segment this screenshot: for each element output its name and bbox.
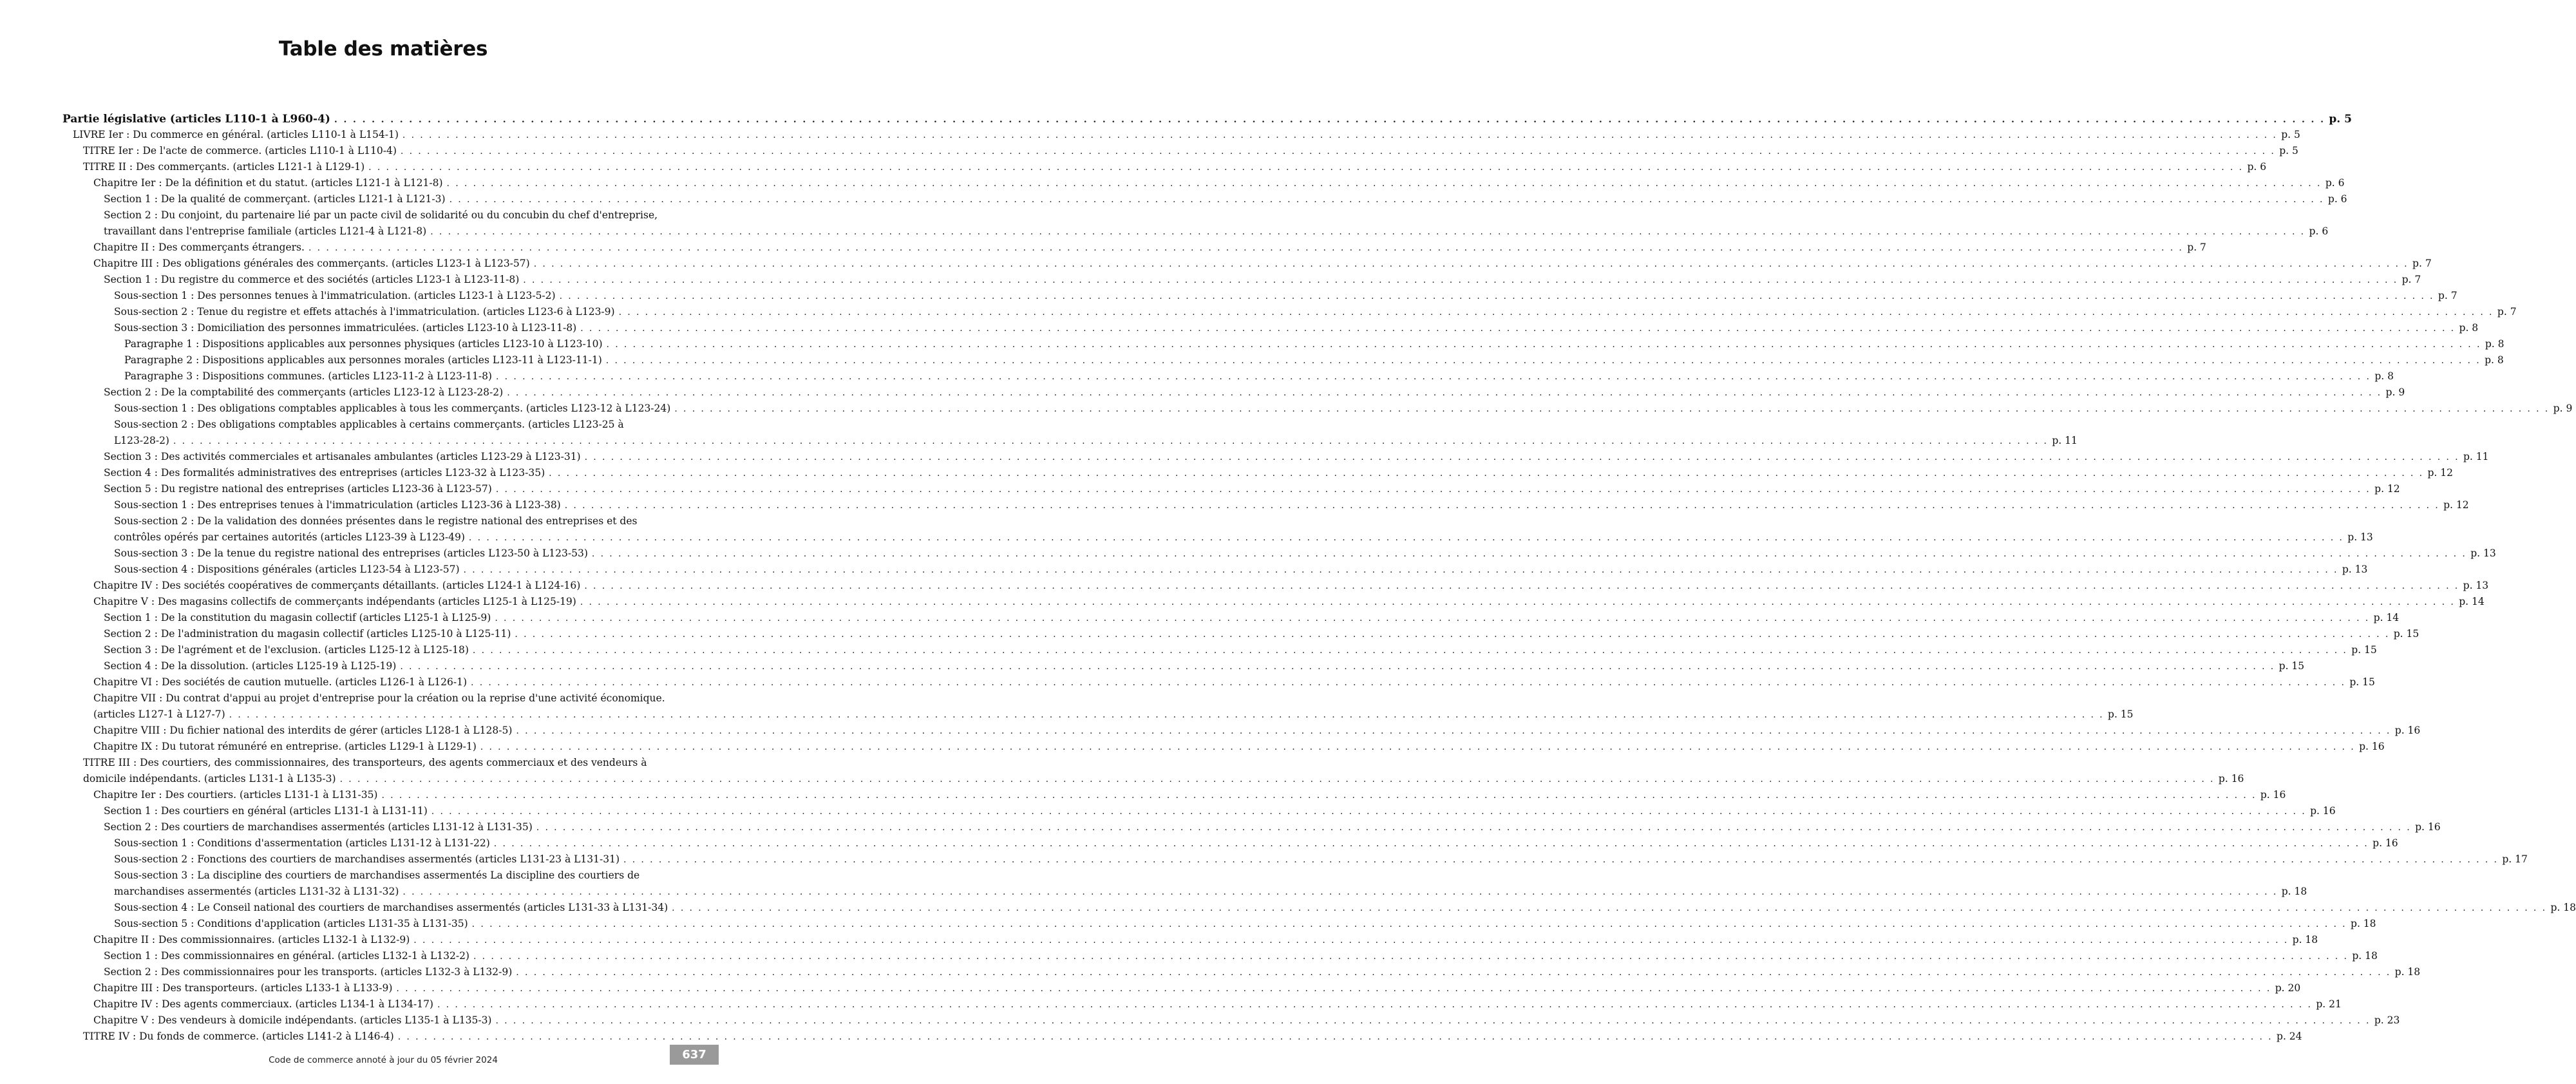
dot-leader xyxy=(619,305,2494,321)
dot-leader xyxy=(400,659,2275,675)
toc-entry-page: p. 6 xyxy=(2247,161,2267,173)
toc-entry[interactable] xyxy=(0,835,2398,851)
toc-entry[interactable] xyxy=(0,320,2479,336)
dot-leader xyxy=(584,578,2459,594)
toc-entry-page: p. 13 xyxy=(2463,580,2489,591)
dot-leader xyxy=(401,144,2275,160)
toc-entry[interactable] xyxy=(0,594,2485,610)
dot-leader xyxy=(507,385,2382,401)
toc-entry[interactable] xyxy=(0,868,2307,900)
dot-leader xyxy=(471,675,2345,691)
toc-entry[interactable] xyxy=(0,546,2496,562)
toc-entry-page: p. 11 xyxy=(2052,435,2078,446)
toc-entry[interactable] xyxy=(0,755,2244,787)
toc-entry-page: p. 23 xyxy=(2374,1014,2400,1026)
toc-entry[interactable] xyxy=(0,207,2329,240)
toc-entry-text: Section 4 : Des formalités administratives des entreprises (articles L123-32 à L123-35) xyxy=(104,467,545,479)
toc-entry-text: Chapitre Ier : Des courtiers. (articles L131-1 à L131-35) xyxy=(93,789,378,801)
toc-entry-text-continuation: L123-28-2) xyxy=(114,435,169,446)
toc-entry-text: Sous-section 4 : Dispositions générales (articles L123-54 à L123-57) xyxy=(114,564,460,575)
toc-entry-page: p. 9 xyxy=(2553,403,2573,414)
toc-entry-page: p. 13 xyxy=(2470,547,2496,559)
toc-entry-page: p. 12 xyxy=(2443,499,2469,511)
dot-leader xyxy=(447,176,2322,192)
toc-entry-text: Paragraphe 3 : Dispositions communes. (articles L123-11-2 à L123-11-8) xyxy=(124,370,492,382)
toc-entry-text: Sous-section 5 : Conditions d'application (articles L131-35 à L131-35) xyxy=(114,918,468,929)
toc-entry-page: p. 18 xyxy=(2550,902,2576,913)
toc-entry-text: Chapitre Ier : De la définition et du statut. (articles L121-1 à L121-8) xyxy=(93,177,443,189)
toc-entry-text: Section 2 : Du conjoint, du partenaire lié par un pacte civil de solidarité ou du concubin du chef d'entreprise, xyxy=(104,209,658,221)
toc-entry-page: p. 16 xyxy=(2415,821,2441,833)
toc-entry-text-continuation: domicile indépendants. (articles L131-1 à L135-3) xyxy=(83,773,336,784)
toc-entry-text: TITRE Ier : De l'acte de commerce. (articles L110-1 à L110-4) xyxy=(83,145,397,157)
dot-leader xyxy=(472,917,2347,933)
toc-entry-text: Sous-section 2 : Fonctions des courtiers de marchandises assermentés (articles L131-23 à L131-31) xyxy=(114,853,620,865)
toc-entry-page: p. 14 xyxy=(2373,612,2400,623)
toc-entry-text: Sous-section 3 : De la tenue du registre national des entreprises (articles L123-50 à L123-53) xyxy=(114,547,588,559)
toc-entry-text: LIVRE Ier : Du commerce en général. (articles L110-1 à L154-1) xyxy=(73,129,399,140)
toc-entry-text: TITRE IV : Du fonds de commerce. (articles L141-2 à L146-4) xyxy=(83,1031,394,1042)
toc-entry-page: p. 18 xyxy=(2281,886,2307,897)
toc-entry[interactable] xyxy=(0,304,2517,320)
toc-entry[interactable] xyxy=(0,449,2489,465)
toc-entry-page: p. 13 xyxy=(2347,531,2373,543)
toc-entry-page: p. 7 xyxy=(2412,258,2432,269)
dot-leader xyxy=(473,643,2347,659)
dot-leader xyxy=(469,530,2344,546)
toc-entry[interactable] xyxy=(0,288,2458,304)
toc-entry-text: Sous-section 4 : Le Conseil national des courtiers de marchandises assermentés (articles L131-33 à L131-34) xyxy=(114,902,668,913)
toc-entry-text: Sous-section 1 : Conditions d'assermentation (articles L131-12 à L131-22) xyxy=(114,837,490,849)
toc-entry[interactable] xyxy=(0,658,2305,674)
dot-leader xyxy=(607,337,2481,353)
toc-entry-page: p. 12 xyxy=(2427,467,2453,479)
dot-leader xyxy=(334,111,2325,129)
toc-entry-page: p. 15 xyxy=(2278,660,2305,672)
toc-entry-page: p. 13 xyxy=(2342,564,2368,575)
toc-entry-page: p. 21 xyxy=(2316,998,2342,1010)
toc-entry-page: p. 7 xyxy=(2497,306,2517,318)
toc-entry[interactable] xyxy=(0,159,2267,175)
toc-entry-page: p. 16 xyxy=(2260,789,2286,801)
toc-entry[interactable] xyxy=(0,401,2573,417)
toc-entry[interactable] xyxy=(0,110,2352,128)
dot-leader xyxy=(495,1013,2370,1029)
toc-entry[interactable] xyxy=(0,996,2342,1013)
toc-entry[interactable] xyxy=(0,932,2318,948)
toc-entry-text: Chapitre IX : Du tutorat rémunéré en entreprise. (articles L129-1 à L129-1) xyxy=(93,741,477,752)
toc-entry-text: Paragraphe 1 : Dispositions applicables aux personnes physiques (articles L123-10 à L123-10) xyxy=(124,338,603,350)
toc-entry-text: Section 1 : De la qualité de commerçant. (articles L121-1 à L121-3) xyxy=(104,193,446,205)
toc-entry[interactable] xyxy=(0,723,2421,739)
dot-leader xyxy=(523,272,2398,289)
toc-entry-text: Sous-section 1 : Des personnes tenues à l'immatriculation. (articles L123-1 à L123-5-2) xyxy=(114,290,556,301)
toc-entry-page: p. 15 xyxy=(2393,628,2420,640)
toc-entry-text: Sous-section 2 : De la validation des données présentes dans le registre national des entreprises et des xyxy=(114,515,638,527)
toc-entry[interactable] xyxy=(0,497,2469,513)
toc-entry-text: Chapitre VIII : Du fichier national des interdits de gérer (articles L128-1 à L128-5) xyxy=(93,725,513,736)
dot-leader xyxy=(464,562,2338,578)
dot-leader xyxy=(308,240,2183,256)
toc-entry-text-continuation: (articles L127-1 à L127-7) xyxy=(93,708,225,720)
dot-leader xyxy=(398,1029,2273,1045)
page-number-badge: 637 xyxy=(670,1045,719,1065)
toc-entry-page: p. 8 xyxy=(2374,370,2394,382)
toc-entry[interactable] xyxy=(0,964,2421,980)
toc-entry[interactable] xyxy=(0,1029,2302,1045)
toc-entry-text-continuation: marchandises assermentés (articles L131-32 à L131-32) xyxy=(114,886,399,897)
toc-entry-page: p. 15 xyxy=(2351,644,2377,656)
dot-leader xyxy=(515,627,2389,643)
toc-entry[interactable] xyxy=(0,143,2298,159)
toc-entry-text: Section 2 : De la comptabilité des commerçants (articles L123-12 à L123-28-2) xyxy=(104,386,504,398)
toc-entry-text: Section 1 : De la constitution du magasin collectif (articles L125-1 à L125-9) xyxy=(104,612,491,623)
toc-entry-text: Section 4 : De la dissolution. (articles L125-19 à L125-19) xyxy=(104,660,397,672)
dot-leader xyxy=(437,997,2312,1013)
dot-leader xyxy=(413,933,2288,949)
toc-entry-text-continuation: travaillant dans l'entreprise familiale (articles L121-4 à L121-8) xyxy=(104,225,427,237)
toc-entry[interactable] xyxy=(0,739,2385,755)
dot-leader xyxy=(516,965,2391,981)
toc-entry[interactable] xyxy=(0,175,2345,191)
toc-entry-text: Chapitre II : Des commerçants étrangers. xyxy=(93,242,305,253)
toc-entry-page: p. 16 xyxy=(2372,837,2398,849)
dot-leader xyxy=(623,852,2498,868)
toc-entry-text: Section 1 : Des courtiers en général (articles L131-1 à L131-11) xyxy=(104,805,428,817)
toc-entry-page: p. 12 xyxy=(2374,483,2400,495)
page-title: Table des matières xyxy=(278,37,488,61)
dot-leader xyxy=(495,611,2369,627)
dot-leader xyxy=(580,321,2455,337)
toc-entry-text: Section 3 : De l'agrément et de l'exclusion. (articles L125-12 à L125-18) xyxy=(104,644,469,656)
toc-entry-text: Paragraphe 2 : Dispositions applicables aux personnes morales (articles L123-11 à L123-11-1) xyxy=(124,354,602,366)
toc-entry-page: p. 15 xyxy=(2108,708,2134,720)
dot-leader xyxy=(229,707,2104,723)
toc-entry[interactable] xyxy=(0,787,2286,803)
toc-entry-text: Chapitre V : Des vendeurs à domicile indépendants. (articles L135-1 à L135-3) xyxy=(93,1014,492,1026)
toc-entry[interactable] xyxy=(0,980,2301,996)
toc-entry-page: p. 5 xyxy=(2279,145,2298,157)
toc-entry-page: p. 8 xyxy=(2485,354,2504,366)
toc-entry-text: Chapitre II : Des commissionnaires. (articles L132-1 à L132-9) xyxy=(93,934,410,946)
table-of-contents xyxy=(0,110,2576,1045)
toc-entry-page: p. 5 xyxy=(2281,129,2300,140)
dot-leader xyxy=(402,884,2277,900)
toc-entry-page: p. 6 xyxy=(2325,177,2345,189)
dot-leader xyxy=(585,450,2459,466)
toc-entry[interactable] xyxy=(0,240,2206,256)
toc-entry-page: p. 16 xyxy=(2359,741,2385,752)
toc-entry[interactable] xyxy=(0,465,2453,481)
toc-entry-text: Section 1 : Des commissionnaires en général. (articles L132-1 à L132-2) xyxy=(104,950,469,962)
toc-entry-page: p. 18 xyxy=(2394,966,2421,978)
toc-entry-page: p. 14 xyxy=(2459,596,2485,607)
toc-entry-page: p. 7 xyxy=(2187,242,2206,253)
toc-entry[interactable] xyxy=(0,562,2368,578)
dot-leader xyxy=(674,401,2549,417)
dot-leader xyxy=(480,739,2355,756)
toc-entry-text: Section 2 : De l'administration du magasin collectif (articles L125-10 à L125-11) xyxy=(104,628,511,640)
toc-entry[interactable] xyxy=(0,948,2378,964)
toc-entry[interactable] xyxy=(0,336,2505,352)
toc-entry[interactable] xyxy=(0,352,2504,368)
dot-leader xyxy=(402,128,2277,144)
toc-entry-page: p. 16 xyxy=(2218,773,2244,784)
dot-leader xyxy=(494,836,2369,852)
toc-entry-text: Chapitre IV : Des agents commerciaux. (articles L134-1 à L134-17) xyxy=(93,998,433,1010)
toc-entry-text: Sous-section 3 : La discipline des courtiers de marchandises assermentés La discipline des courtiers de xyxy=(114,870,640,881)
dot-leader xyxy=(430,224,2305,240)
toc-entry[interactable] xyxy=(0,368,2394,385)
toc-entry-page: p. 20 xyxy=(2275,982,2301,994)
toc-entry[interactable] xyxy=(0,272,2421,288)
dot-leader xyxy=(368,160,2243,176)
toc-entry-page: p. 18 xyxy=(2352,950,2378,962)
toc-entry-text: Chapitre VII : Du contrat d'appui au projet d'entreprise pour la création ou la reprise d'une activité économique. xyxy=(93,692,665,704)
dot-leader xyxy=(496,482,2371,498)
dot-leader xyxy=(431,804,2306,820)
toc-entry-text: Partie législative (articles L110-1 à L960-4) xyxy=(62,113,330,126)
toc-entry-text: Sous-section 2 : Tenue du registre et effets attachés à l'immatriculation. (articles L123-6 à L123-9) xyxy=(114,306,615,318)
dot-leader xyxy=(580,594,2455,611)
dot-leader xyxy=(473,949,2348,965)
toc-entry[interactable] xyxy=(0,851,2528,868)
toc-entry[interactable] xyxy=(0,626,2420,642)
dot-leader xyxy=(549,466,2423,482)
toc-entry-text: Section 5 : Du registre national des entreprises (articles L123-36 à L123-57) xyxy=(104,483,492,495)
toc-entry-page: p. 6 xyxy=(2309,225,2329,237)
toc-entry[interactable] xyxy=(0,481,2400,497)
toc-entry-page: p. 8 xyxy=(2485,338,2505,350)
toc-entry-text: Section 2 : Des commissionnaires pour les transports. (articles L132-3 à L132-9) xyxy=(104,966,513,978)
toc-entry-text: Section 2 : Des courtiers de marchandises assermentés (articles L131-12 à L131-35) xyxy=(104,821,533,833)
toc-entry[interactable] xyxy=(0,256,2432,272)
toc-entry-page: p. 18 xyxy=(2292,934,2318,946)
toc-entry[interactable] xyxy=(0,674,2375,690)
toc-entry-text: Sous-section 1 : Des obligations comptables applicables à tous les commerçants. (articles L123-12 à L123-24) xyxy=(114,403,671,414)
toc-entry-page: p. 17 xyxy=(2502,853,2528,865)
toc-entry-text: Sous-section 3 : Domiciliation des personnes immatriculées. (articles L123-10 à L123-11-8) xyxy=(114,322,577,334)
toc-entry-text: Sous-section 1 : Des entreprises tenues à l'immatriculation (articles L123-36 à L123-38) xyxy=(114,499,561,511)
toc-entry-page: p. 11 xyxy=(2463,451,2489,462)
toc-entry[interactable] xyxy=(0,1013,2400,1029)
toc-entry-text: Chapitre V : Des magasins collectifs de commerçants indépendants (articles L125-1 à L125-19) xyxy=(93,596,576,607)
dot-leader xyxy=(592,546,2467,562)
toc-entry[interactable] xyxy=(0,513,2373,546)
dot-leader xyxy=(672,900,2546,917)
toc-entry[interactable] xyxy=(0,385,2405,401)
toc-entry-text-continuation: contrôles opérés par certaines autorités (articles L123-39 à L123-49) xyxy=(114,531,465,543)
toc-entry[interactable] xyxy=(0,803,2336,819)
toc-entry[interactable] xyxy=(0,900,2576,916)
toc-entry-page: p. 5 xyxy=(2329,113,2352,126)
toc-entry[interactable] xyxy=(0,916,2376,932)
toc-entry-text: Chapitre VI : Des sociétés de caution mutuelle. (articles L126-1 à L126-1) xyxy=(93,676,467,688)
dot-leader xyxy=(565,498,2439,514)
toc-entry-page: p. 6 xyxy=(2327,193,2347,205)
toc-entry-text: Section 1 : Du registre du commerce et des sociétés (articles L123-1 à L123-11-8) xyxy=(104,274,520,285)
toc-entry[interactable] xyxy=(0,191,2347,207)
toc-entry-page: p. 18 xyxy=(2351,918,2376,929)
toc-entry-text: Section 3 : Des activités commerciales et artisanales ambulantes (articles L123-29 à L123-31) xyxy=(104,451,581,462)
toc-entry-page: p. 16 xyxy=(2310,805,2336,817)
toc-entry[interactable] xyxy=(0,819,2441,835)
toc-entry-page: p. 24 xyxy=(2277,1031,2302,1042)
dot-leader xyxy=(516,723,2391,739)
toc-entry[interactable] xyxy=(0,127,2300,143)
dot-leader xyxy=(381,788,2256,804)
toc-entry-page: p. 16 xyxy=(2394,725,2421,736)
toc-entry-page: p. 9 xyxy=(2385,386,2405,398)
toc-entry[interactable] xyxy=(0,690,2134,723)
toc-entry-page: p. 7 xyxy=(2438,290,2458,301)
toc-entry-page: p. 8 xyxy=(2459,322,2479,334)
dot-leader xyxy=(560,289,2434,305)
dot-leader xyxy=(534,256,2409,272)
footer-text: Code de commerce annoté à jour du 05 février 2024 xyxy=(269,1055,498,1065)
toc-entry-text: TITRE II : Des commerçants. (articles L121-1 à L129-1) xyxy=(83,161,365,173)
dot-leader xyxy=(396,981,2271,997)
toc-entry-page: p. 7 xyxy=(2401,274,2421,285)
dot-leader xyxy=(450,192,2324,208)
toc-entry-text: Chapitre III : Des obligations générales des commerçants. (articles L123-1 à L123-57) xyxy=(93,258,530,269)
dot-leader xyxy=(340,772,2215,788)
toc-entry[interactable] xyxy=(0,578,2489,594)
dot-leader xyxy=(606,353,2481,369)
dot-leader xyxy=(536,820,2411,836)
toc-entry-text: Sous-section 2 : Des obligations comptables applicables à certains commerçants. (articles L123-25 à xyxy=(114,419,624,430)
toc-entry[interactable] xyxy=(0,610,2400,626)
toc-entry[interactable] xyxy=(0,417,2078,449)
toc-entry-text: TITRE III : Des courtiers, des commissionnaires, des transporteurs, des agents commerciaux et des vendeurs à xyxy=(83,757,647,768)
toc-entry-text: Chapitre IV : Des sociétés coopératives de commerçants détaillants. (articles L124-1 à L124-16) xyxy=(93,580,581,591)
toc-entry[interactable] xyxy=(0,642,2377,658)
toc-entry-page: p. 15 xyxy=(2349,676,2375,688)
dot-leader xyxy=(496,369,2371,385)
toc-entry-text: Chapitre III : Des transporteurs. (articles L133-1 à L133-9) xyxy=(93,982,393,994)
dot-leader xyxy=(173,433,2048,450)
